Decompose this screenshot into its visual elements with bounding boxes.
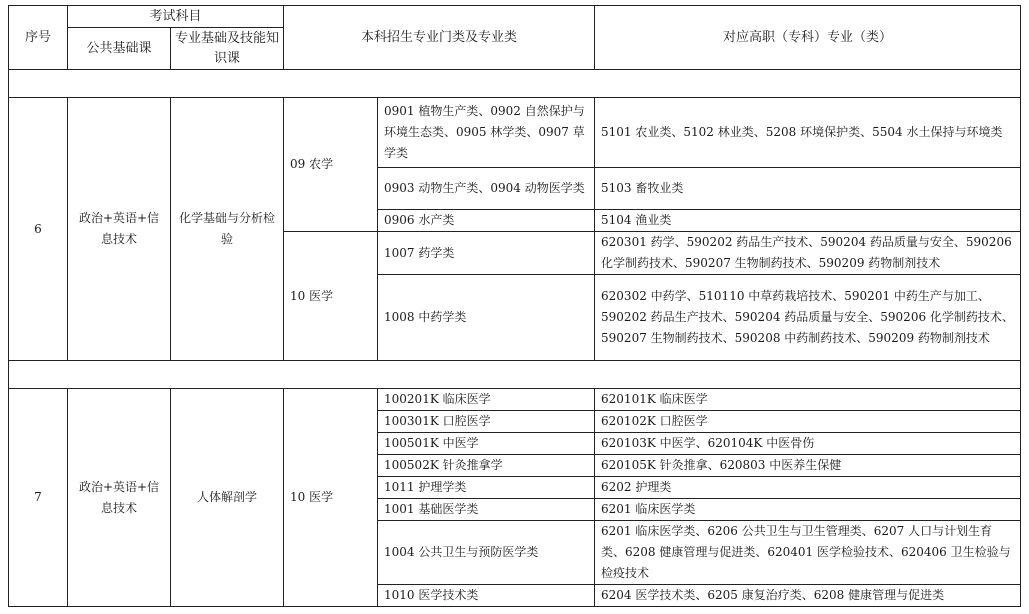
- header-public-basic: 公共基础课: [68, 28, 171, 70]
- group-public-subject: 政治+英语+信息技术: [68, 98, 171, 361]
- undergrad-major: 100502K 针灸推拿学: [378, 455, 595, 477]
- vocational-major: 5103 畜牧业类: [595, 168, 1021, 210]
- undergrad-major: 0901 植物生产类、0902 自然保护与环境生态类、0905 林学类、0907 草学类: [378, 98, 595, 168]
- vocational-major: 6204 医学技术类、6205 康复治疗类、6208 健康管理与促进类: [595, 585, 1021, 607]
- group-professional-subject: 化学基础与分析检验: [171, 98, 284, 361]
- vocational-major: 620302 中药学、510110 中草药栽培技术、590201 中药生产与加工、590202 药品生产技术、590204 药品质量与安全、590206 化学制药技术、590207 生物制药技术、590208 中药制药技术、590209 药物制剂技术: [595, 275, 1021, 361]
- vocational-major: 6201 临床医学类: [595, 499, 1021, 521]
- undergrad-major: 100301K 口腔医学: [378, 411, 595, 433]
- vocational-major: 5101 农业类、5102 林业类、5208 环境保护类、5504 水土保持与环境类: [595, 98, 1021, 168]
- vocational-major: 6201 临床医学类、6206 公共卫生与卫生管理类、6207 人口与计划生育类、6208 健康管理与促进类、620401 医学检验技术、620406 卫生检验与检疫技术: [595, 521, 1021, 585]
- undergrad-major: 0903 动物生产类、0904 动物医学类: [378, 168, 595, 210]
- undergrad-major: 1004 公共卫生与预防医学类: [378, 521, 595, 585]
- header-exam-subjects: 考试科目: [68, 6, 284, 28]
- category-name: 09 农学: [284, 98, 378, 232]
- vocational-major: 620101K 临床医学: [595, 389, 1021, 411]
- category-name: 10 医学: [284, 389, 378, 607]
- header-vocational-majors: 对应高职（专科）专业（类）: [595, 6, 1021, 70]
- category-name: 10 医学: [284, 232, 378, 361]
- header-undergrad-majors: 本科招生专业门类及专业类: [284, 6, 595, 70]
- vocational-major: 620301 药学、590202 药品生产技术、590204 药品质量与安全、590206 化学制药技术、590207 生物制药技术、590209 药物制剂技术: [595, 232, 1021, 275]
- undergrad-major: 1007 药学类: [378, 232, 595, 275]
- blank-row: [9, 361, 1021, 389]
- group-professional-subject: 人体解剖学: [171, 389, 284, 607]
- undergrad-major: 0906 水产类: [378, 210, 595, 232]
- undergrad-major: 1010 医学技术类: [378, 585, 595, 607]
- undergrad-major: 1001 基础医学类: [378, 499, 595, 521]
- undergrad-major: 100501K 中医学: [378, 433, 595, 455]
- vocational-major: 620102K 口腔医学: [595, 411, 1021, 433]
- vocational-major: 620105K 针灸推拿、620803 中医养生保健: [595, 455, 1021, 477]
- undergrad-major: 1011 护理学类: [378, 477, 595, 499]
- vocational-major: 5104 渔业类: [595, 210, 1021, 232]
- undergrad-major: 1008 中药学类: [378, 275, 595, 361]
- blank-row: [9, 70, 1021, 98]
- group-seq: 7: [9, 389, 68, 607]
- vocational-major: 6202 护理类: [595, 477, 1021, 499]
- undergrad-major: 100201K 临床医学: [378, 389, 595, 411]
- group-public-subject: 政治+英语+信息技术: [68, 389, 171, 607]
- major-mapping-table: [8, 5, 1021, 607]
- header-seq: 序号: [9, 6, 68, 70]
- header-professional-basic: 专业基础及技能知识课: [171, 28, 284, 70]
- vocational-major: 620103K 中医学、620104K 中医骨伤: [595, 433, 1021, 455]
- group-seq: 6: [9, 98, 68, 361]
